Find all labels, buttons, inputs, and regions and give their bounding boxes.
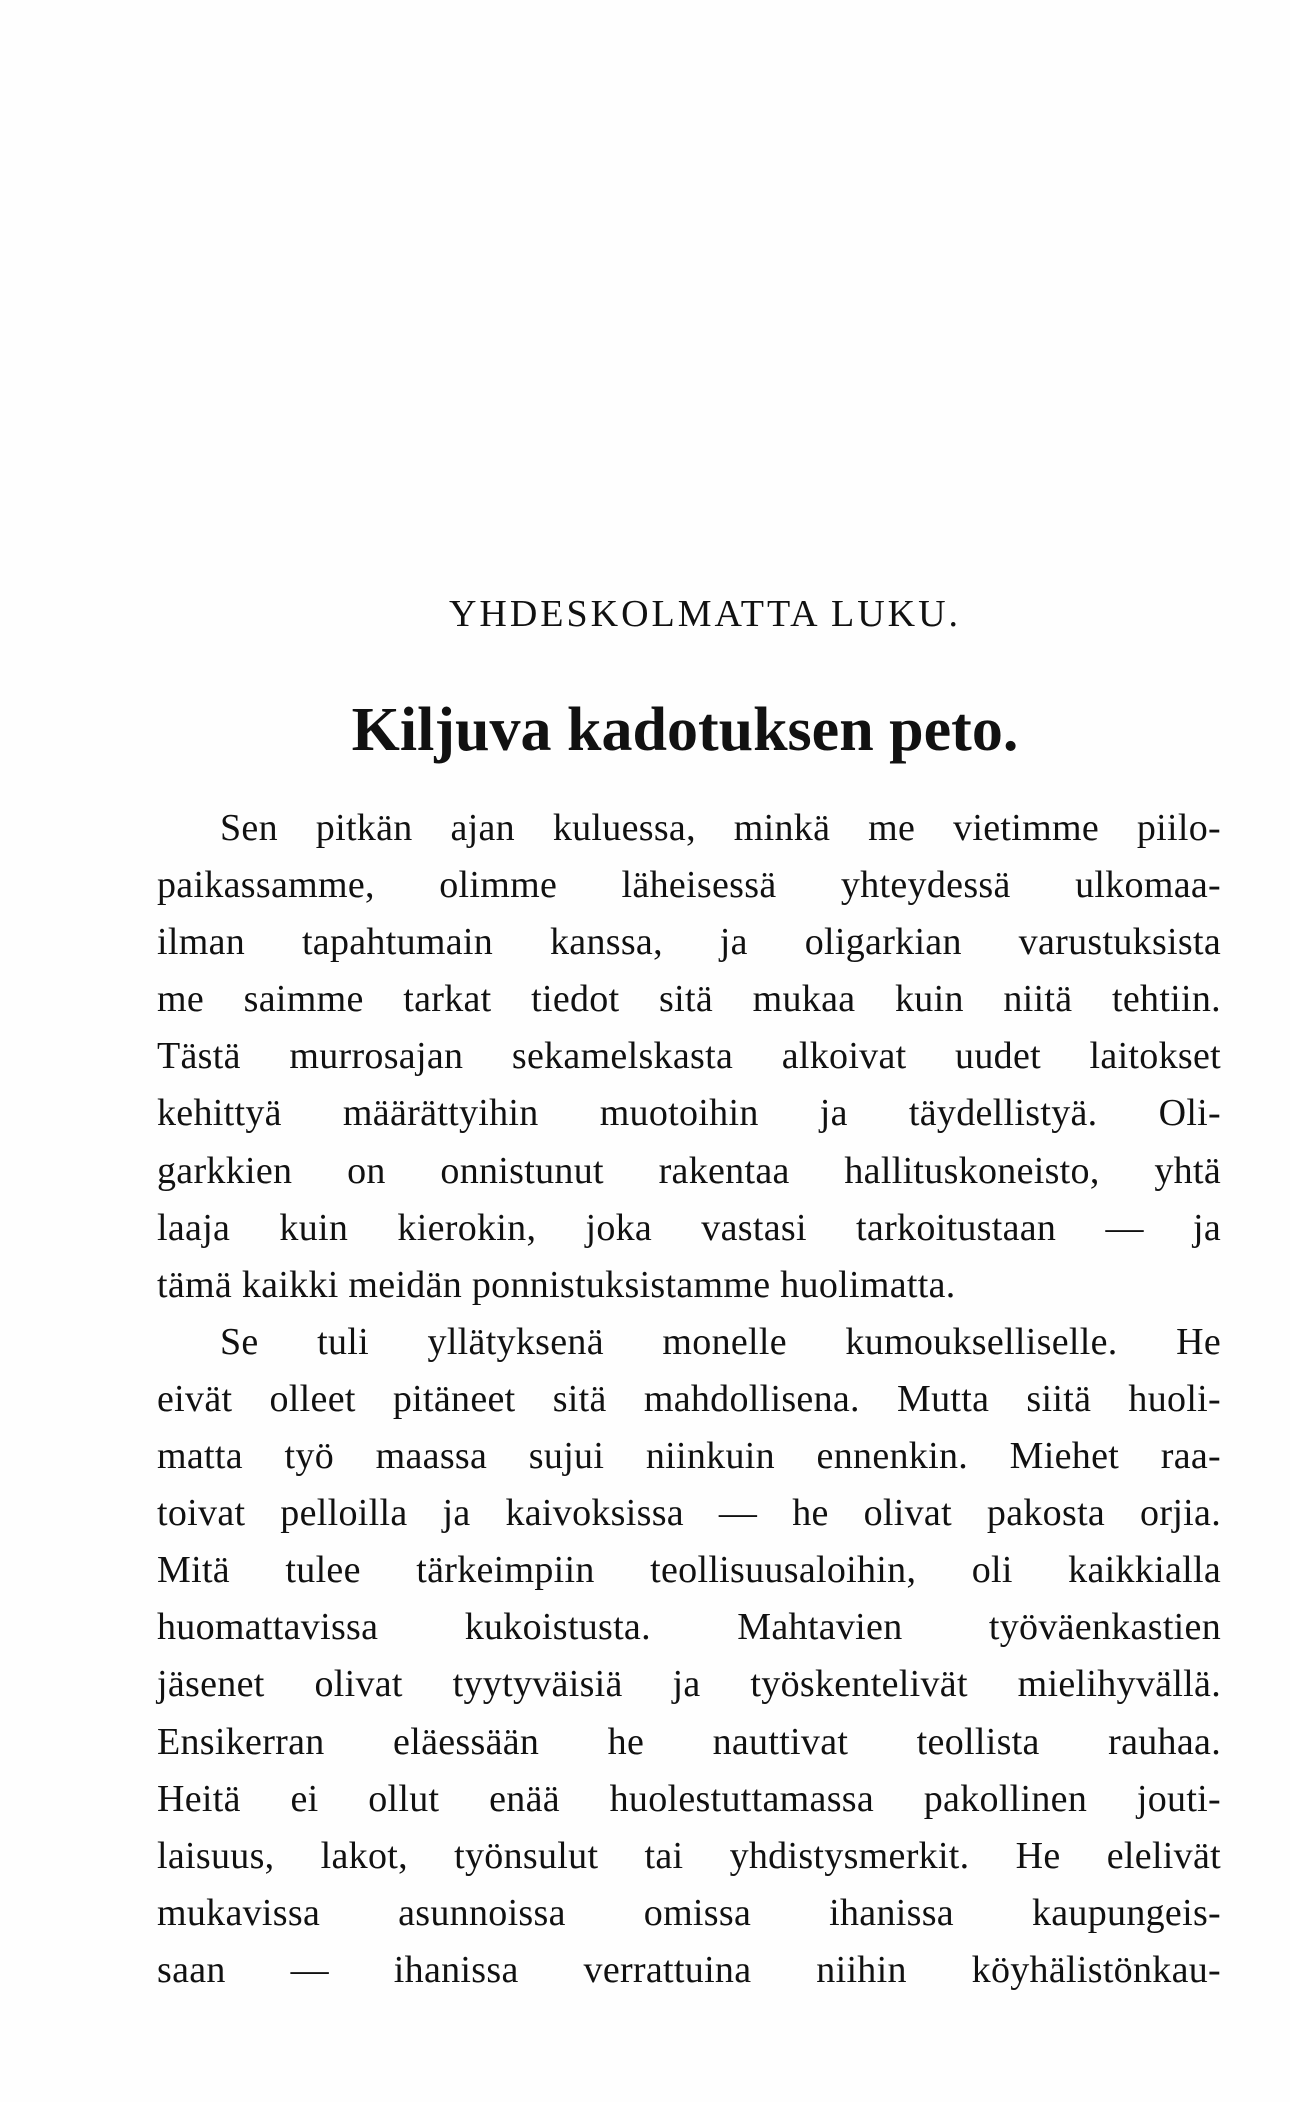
text-line: tämä kaikki meidän ponnistuksistamme huolimatta. <box>157 1263 956 1306</box>
text-line: jäsenet olivat tyytyväisiä ja työskentelivät mielihyvällä. <box>157 1663 1221 1706</box>
text-line: paikassamme, olimme läheisessä yhteydessä ulkomaa- <box>157 864 1221 907</box>
text-line: matta työ maassa sujui niinkuin ennenkin. Miehet raa- <box>157 1435 1221 1478</box>
body-text <box>157 800 1221 1999</box>
text-line: Heitä ei ollut enää huolestuttamassa pakollinen jouti- <box>157 1777 1221 1820</box>
text-line: Se tuli yllätyksenä monelle kumoukselliselle. He <box>220 1320 1221 1363</box>
text-line: Tästä murrosajan sekamelskasta alkoivat uudet laitokset <box>157 1035 1221 1078</box>
text-line: saan — ihanissa verrattuina niihin köyhälistönkau- <box>157 1948 1221 1991</box>
text-line: Sen pitkän ajan kuluessa, minkä me vietimme piilo- <box>220 807 1221 849</box>
text-line: Ensikerran eläessään he nauttivat teollista rauhaa. <box>157 1720 1221 1763</box>
text-line: kehittyä määrättyihin muotoihin ja täydellistyä. Oli- <box>157 1092 1221 1135</box>
text-line: ilman tapahtumain kanssa, ja oligarkian varustuksista <box>157 921 1221 964</box>
chapter-title: Kiljuva kadotuksen peto. <box>351 696 1019 764</box>
text-line: toivat pelloilla ja kaivoksissa — he olivat pakosta orjia. <box>157 1492 1221 1535</box>
text-line: huomattavissa kukoistusta. Mahtavien työväenkastien <box>157 1606 1221 1649</box>
text-line: laisuus, lakot, työnsulut tai yhdistysmerkit. He elelivät <box>157 1834 1221 1877</box>
text-line: mukavissa asunnoissa omissa ihanissa kaupungeis- <box>157 1891 1221 1934</box>
text-line: Mitä tulee tärkeimpiin teollisuusaloihin, oli kaikkialla <box>157 1549 1221 1592</box>
text-line: eivät olleet pitäneet sitä mahdollisena. Mutta siitä huoli- <box>157 1377 1221 1420</box>
chapter-number: YHDESKOLMATTA LUKU. <box>448 593 962 635</box>
text-line: me saimme tarkat tiedot sitä mukaa kuin niitä tehtiin. <box>157 978 1221 1021</box>
text-line: laaja kuin kierokin, joka vastasi tarkoitustaan — ja <box>157 1206 1221 1249</box>
text-line: garkkien on onnistunut rakentaa hallituskoneisto, yhtä <box>157 1149 1221 1192</box>
